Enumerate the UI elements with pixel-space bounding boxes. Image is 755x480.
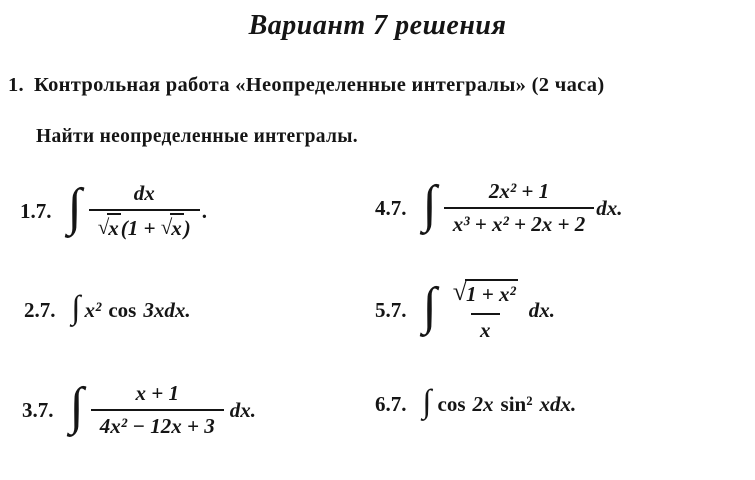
problem-3-7-dx: dx. <box>229 397 256 422</box>
radicand: x <box>107 213 121 242</box>
radical-icon: √ <box>452 277 468 306</box>
fraction-4-7-numerator: 2x² + 1 <box>488 179 550 203</box>
fraction-1-7-numerator: dx <box>133 181 155 205</box>
problem-6-7 <box>375 384 577 420</box>
fraction-5-7 <box>444 276 527 344</box>
fraction-3-7 <box>91 380 224 441</box>
section-heading <box>8 74 748 97</box>
problem-4-7-dx: dx. <box>596 195 623 220</box>
sqrt-x-2 <box>161 213 184 242</box>
problem-2-7-label: 2.7. <box>24 298 56 323</box>
expression-term: 2x <box>472 392 494 417</box>
fraction-5-7-numerator <box>444 276 527 313</box>
denominator-text: (1 + <box>120 216 161 241</box>
problem-2-7 <box>24 290 191 326</box>
radicand: 1 + x² <box>465 279 518 308</box>
problem-5-7 <box>375 276 555 344</box>
task-instruction: Найти неопределенные интегралы. <box>36 126 358 147</box>
radicand: x <box>170 213 184 242</box>
problem-5-7-label: 5.7. <box>375 297 407 322</box>
sqrt-x-1 <box>98 213 121 242</box>
fraction-3-7-numerator: x + 1 <box>135 381 179 405</box>
integral-icon: ∫ <box>69 377 84 435</box>
sqrt-1-plus-x2 <box>453 276 518 310</box>
integral-icon: ∫ <box>422 384 432 420</box>
radical-icon: √ <box>160 215 173 240</box>
integral-icon: ∫ <box>422 277 437 335</box>
problem-1-7 <box>20 180 207 243</box>
problem-1-7-period: . <box>201 198 208 223</box>
fraction-1-7 <box>89 180 200 243</box>
expression-term: x² <box>84 298 102 323</box>
expression-term: 3xdx. <box>143 298 191 323</box>
integral-icon: ∫ <box>422 175 437 233</box>
denominator-text: ) <box>183 216 191 241</box>
cos-function: cos <box>108 298 137 323</box>
problem-4-7 <box>375 175 623 239</box>
radical-icon: √ <box>97 215 110 240</box>
problem-4-7-label: 4.7. <box>375 195 407 220</box>
problem-5-7-dx: dx. <box>528 297 556 322</box>
fraction-3-7-denominator: 4x² − 12x + 3 <box>91 409 224 440</box>
problem-3-7 <box>22 377 256 441</box>
problem-6-7-label: 6.7. <box>375 392 407 417</box>
fraction-4-7-denominator: x³ + x² + 2x + 2 <box>444 207 595 238</box>
section-number: 1. <box>8 74 24 96</box>
sin-squared-function: sin² <box>500 392 533 417</box>
fraction-1-7-denominator <box>89 209 200 242</box>
fraction-4-7 <box>444 178 595 239</box>
problem-1-7-label: 1.7. <box>20 198 52 223</box>
section-heading-text: Контрольная работа «Неопределенные интегралы» (2 часа) <box>33 74 605 96</box>
integral-icon: ∫ <box>67 178 82 236</box>
expression-term: xdx. <box>539 392 577 417</box>
problem-3-7-label: 3.7. <box>22 397 54 422</box>
fraction-5-7-denominator: x <box>471 313 500 344</box>
cos-function: cos <box>437 392 466 417</box>
integral-icon: ∫ <box>71 290 81 326</box>
page-title: Вариант 7 решения <box>248 10 507 41</box>
